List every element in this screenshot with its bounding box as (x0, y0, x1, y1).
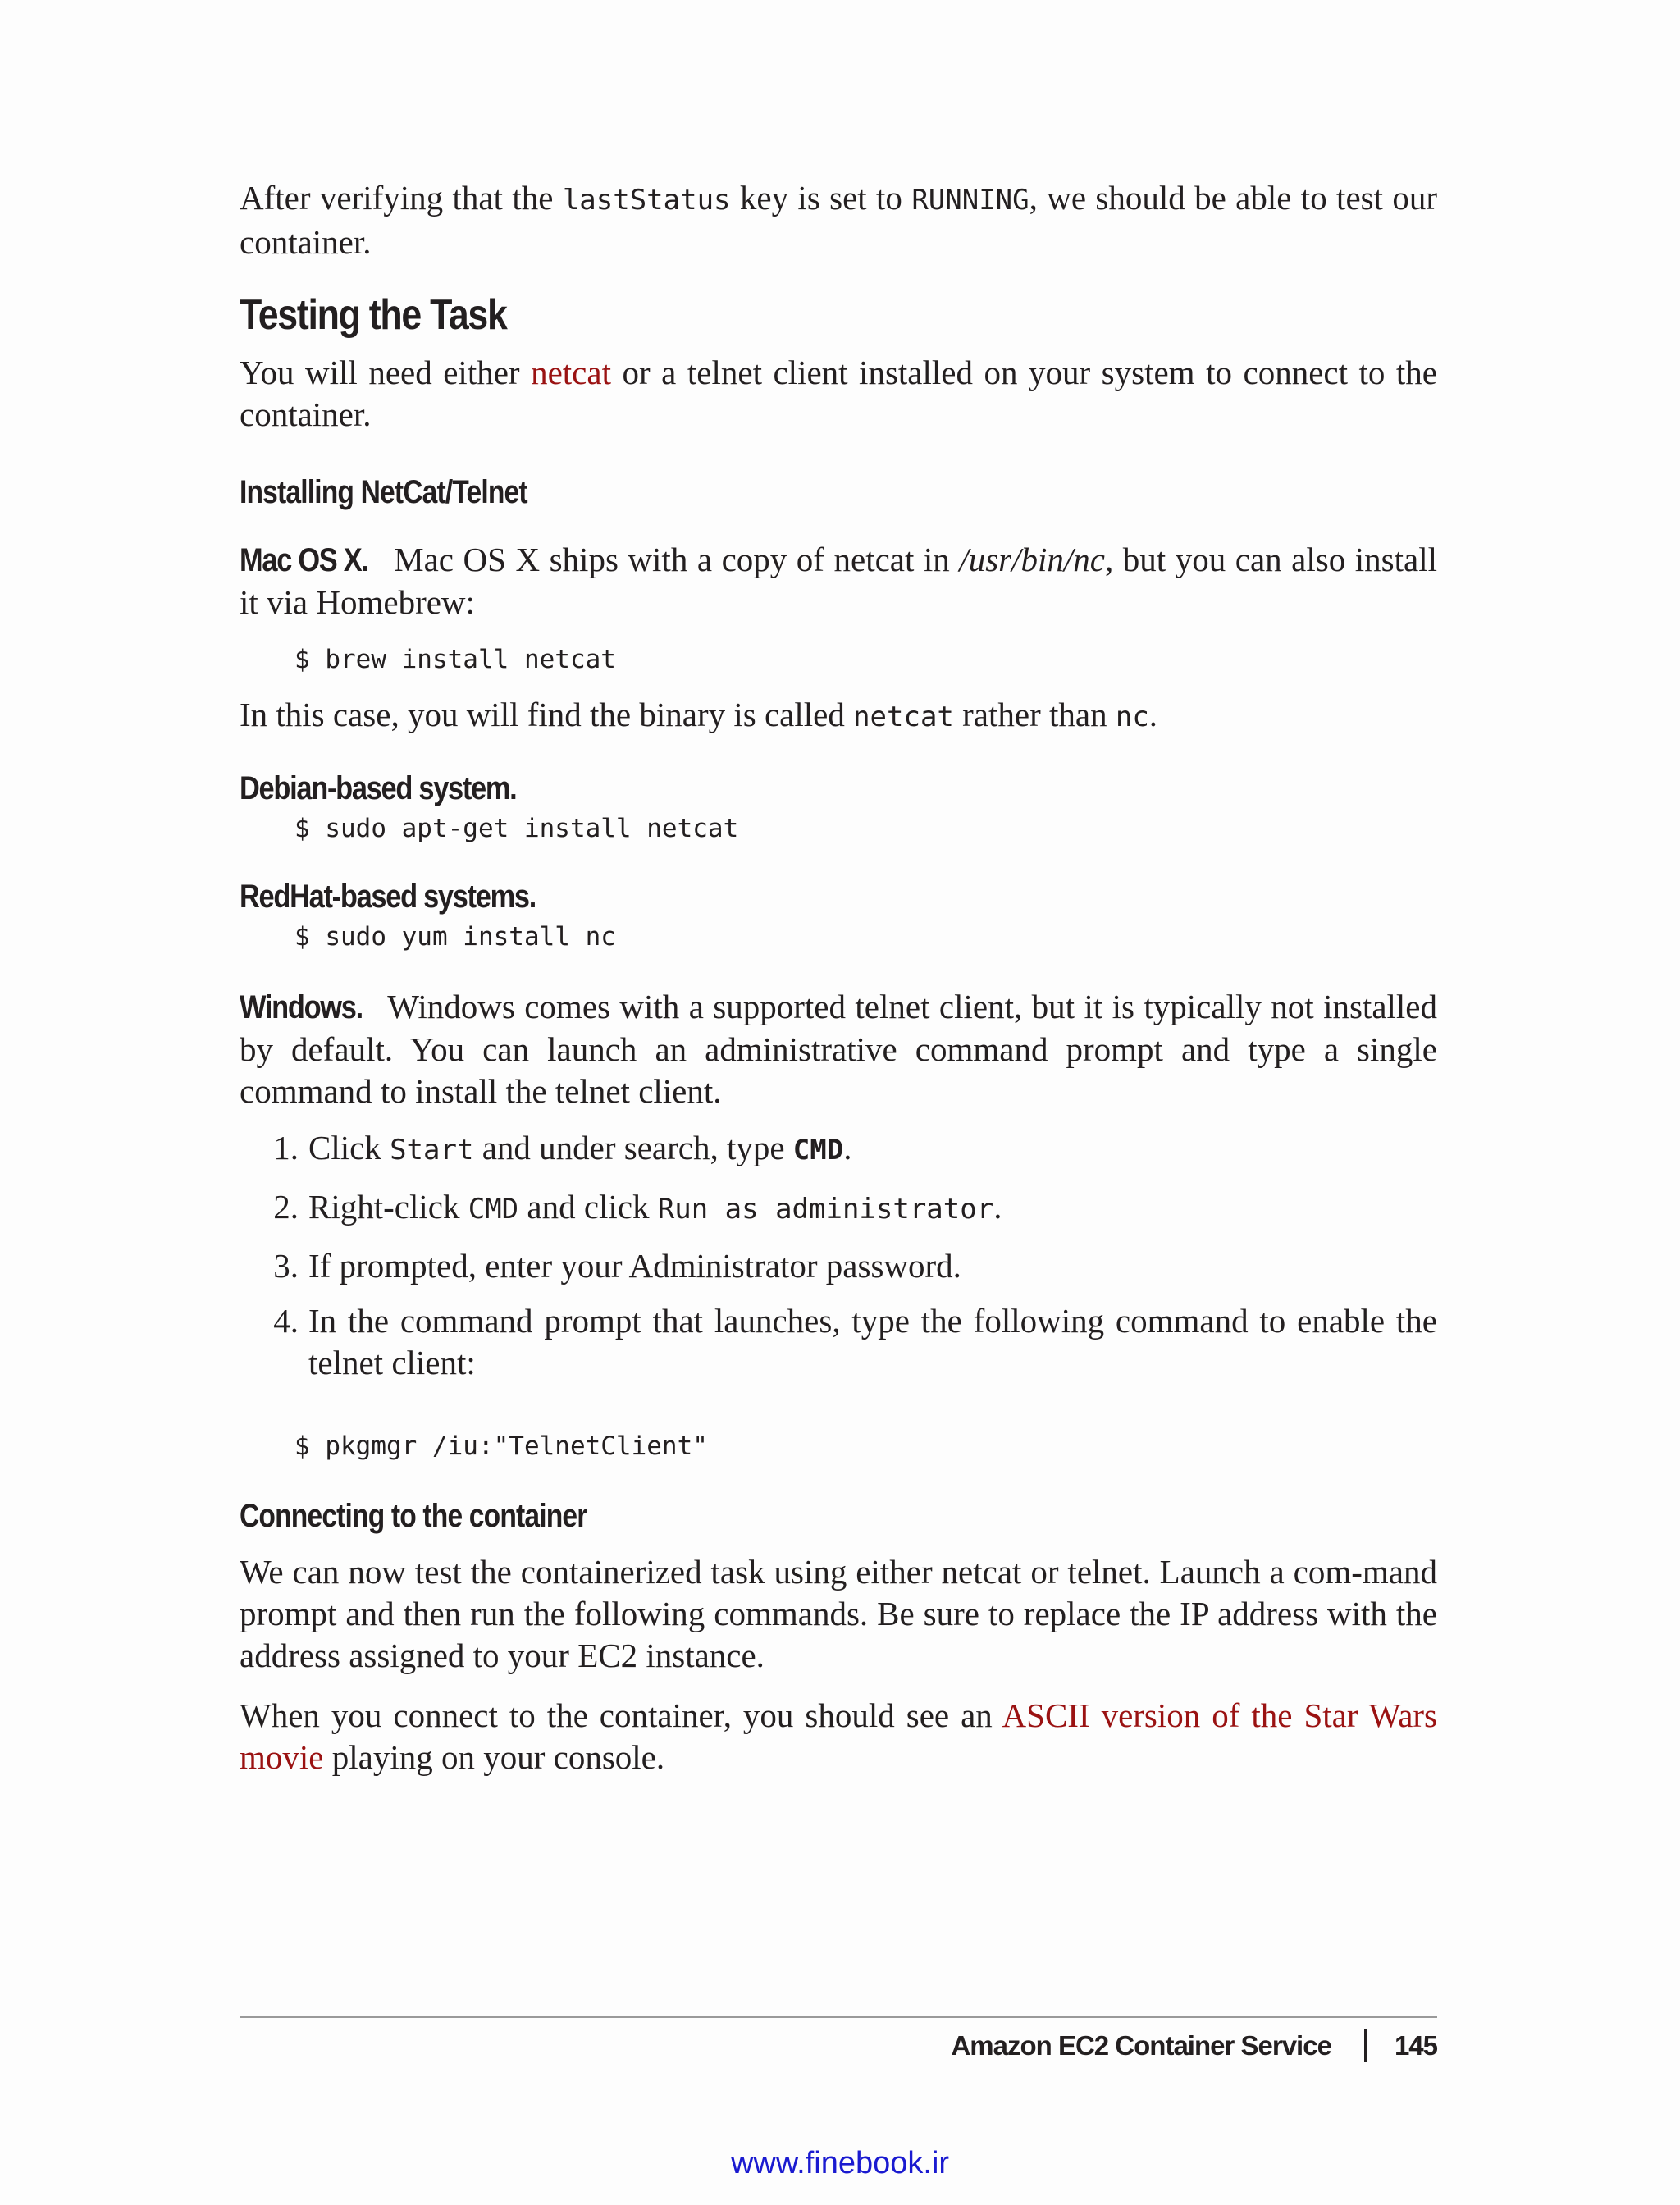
step-text (308, 1186, 1437, 1230)
code-brew-install: $ brew install netcat (294, 645, 616, 674)
intro-paragraph (240, 177, 1437, 263)
windows-paragraph (240, 986, 1437, 1112)
text: You will need either (240, 354, 532, 391)
windows-label: Windows. (240, 989, 363, 1025)
inline-code-netcat: netcat (853, 701, 954, 733)
text: Mac OS X ships with a copy of netcat in (394, 541, 960, 578)
inline-code-running: RUNNING (911, 184, 1029, 217)
section-title: Testing the Task (240, 291, 507, 339)
step-text (308, 1127, 1437, 1171)
footer-chapter-title: Amazon EC2 Container Service (951, 2030, 1331, 2061)
list-item (240, 1245, 1437, 1287)
text: . (993, 1188, 1002, 1226)
text: and click (518, 1188, 658, 1226)
text: or a telnet client installed on your system to connect to the container. (240, 354, 1437, 433)
starwars-link[interactable]: ASCII version of the Star Wars movie (240, 1696, 1438, 1776)
step-text: In the command prompt that launches, type the following command to enable the telnet client: (308, 1302, 1437, 1381)
list-item (240, 1300, 1437, 1384)
inline-code-cmd: CMD (468, 1193, 519, 1226)
connecting-paragraph: We can now test the containerized task using either netcat or telnet. Launch a com-mand prompt and then run the following commands. Be sure to replace the IP address with the address assigned to your EC2 instance. (240, 1553, 1437, 1674)
text: Click (308, 1129, 390, 1166)
mac-paragraph (240, 539, 1437, 623)
netcat-link[interactable]: netcat (531, 354, 611, 391)
text: rather than (953, 696, 1116, 733)
footer-separator (1364, 2029, 1367, 2062)
mac-after-paragraph (240, 694, 1437, 738)
text: and under search, type (473, 1129, 793, 1166)
inline-code-cmd: CMD (792, 1134, 844, 1166)
redhat-label: RedHat-based systems. (240, 879, 536, 915)
text: playing on your console. (323, 1738, 665, 1776)
text: key is set to (730, 179, 912, 217)
step-number: 3. (273, 1247, 299, 1285)
text: , we should be able to test our container. (240, 179, 1437, 261)
installing-heading: Installing NetCat/Telnet (240, 474, 527, 510)
windows-steps-list (240, 1127, 1437, 1384)
starwars-paragraph (240, 1695, 1437, 1778)
text: After verifying that the (240, 179, 563, 217)
text: When you connect to the container, you should see an (240, 1696, 1002, 1734)
text: , but you can also install it via Homebrew: (240, 541, 1437, 621)
list-item (240, 1186, 1437, 1230)
step-text: If prompted, enter your Administrator password. (308, 1247, 961, 1285)
netcat-path: /usr/bin/nc (959, 541, 1106, 578)
connecting-heading: Connecting to the container (240, 1498, 587, 1534)
footer-page-number: 145 (1394, 2030, 1437, 2061)
step-number: 4. (273, 1302, 299, 1340)
inline-code-laststatus: lastStatus (562, 184, 731, 217)
text: Windows comes with a supported telnet client, but it is typically not installed by default. You can launch an administrative command prompt and type a single command to install the telnet client. (240, 988, 1437, 1110)
text: . (843, 1129, 852, 1166)
code-yum-install: $ sudo yum install nc (294, 922, 616, 952)
inline-code-nc: nc (1115, 701, 1149, 733)
text: . (1148, 696, 1158, 733)
page-content (240, 172, 1437, 1778)
step-number: 2. (273, 1188, 299, 1226)
section-intro-paragraph (240, 352, 1437, 436)
list-item (240, 1127, 1437, 1171)
text: In this case, you will find the binary is called (240, 696, 854, 733)
inline-code-start: Start (390, 1134, 474, 1166)
page-footer (951, 2029, 1437, 2062)
code-pkgmgr: $ pkgmgr /iu:"TelnetClient" (294, 1431, 708, 1461)
watermark: www.finebook.ir (730, 2146, 950, 2180)
code-apt-get-install: $ sudo apt-get install netcat (294, 814, 739, 843)
text: Right-click (308, 1188, 468, 1226)
debian-label: Debian-based system. (240, 770, 517, 806)
footer-rule (240, 2016, 1437, 2018)
mac-label: Mac OS X. (240, 542, 368, 578)
inline-code-run-as-admin: Run as administrator (657, 1193, 994, 1226)
step-number: 1. (273, 1129, 299, 1166)
